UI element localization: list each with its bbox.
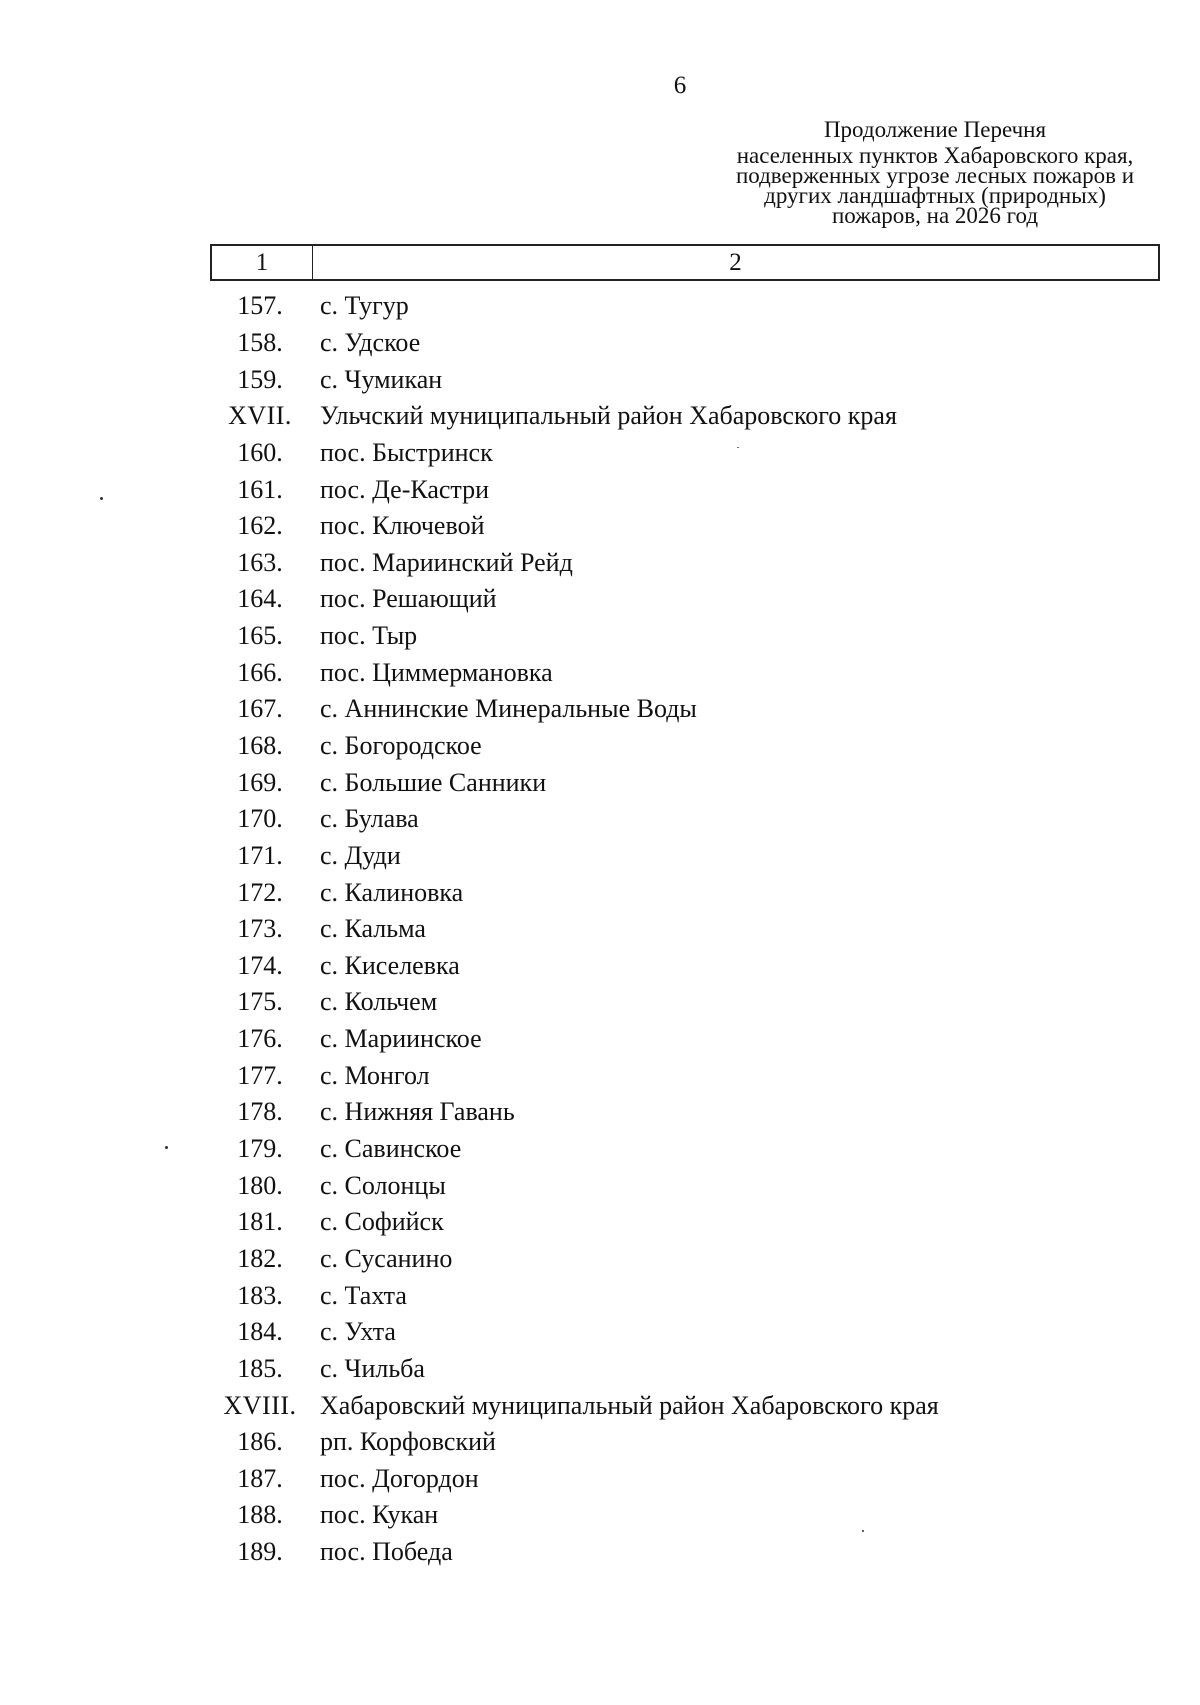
- row-number: 184.: [237, 1317, 283, 1347]
- table-row: [210, 1167, 1160, 1204]
- table-row: [210, 1241, 1160, 1278]
- row-number: 166.: [237, 657, 283, 687]
- scan-speck: [862, 1530, 864, 1532]
- header-title: Продолжение Перечня: [823, 117, 1047, 142]
- settlement-name: с. Удское: [320, 327, 421, 357]
- row-number: 178.: [237, 1097, 283, 1127]
- settlement-name: с. Большие Санники: [320, 767, 547, 797]
- header-line: населенных пунктов Хабаровского края,: [736, 143, 1134, 168]
- district-name: Хабаровский муниципальный район Хабаровского края: [320, 1390, 939, 1420]
- section-row: [210, 1387, 1160, 1424]
- row-number: 173.: [237, 914, 283, 944]
- row-number: 174.: [237, 950, 283, 980]
- table-row: [210, 801, 1160, 838]
- row-number: 165.: [237, 621, 283, 651]
- row-number: 161.: [237, 474, 283, 504]
- table-row: [210, 1497, 1160, 1534]
- settlement-name: пос. Решающий: [320, 584, 497, 614]
- table-row: [210, 1204, 1160, 1241]
- table-row: [210, 691, 1160, 728]
- table-row: [210, 544, 1160, 581]
- table-row: [210, 288, 1160, 325]
- row-number: 168.: [237, 731, 283, 760]
- table-row: [210, 728, 1160, 765]
- settlement-name: с. Кольчем: [320, 987, 438, 1017]
- column-2-header: 2: [729, 249, 742, 276]
- settlement-name: с. Дуди: [320, 840, 401, 870]
- settlement-list: [210, 288, 1160, 1570]
- district-name: Ульчский муниципальный район Хабаровского края: [320, 401, 897, 431]
- row-number: 159.: [237, 364, 283, 394]
- table-row: [210, 984, 1160, 1021]
- row-number: 167.: [237, 694, 283, 724]
- section-number: XVIII.: [223, 1390, 297, 1420]
- settlement-name: с. Богородское: [320, 731, 482, 760]
- row-number: 186.: [237, 1427, 283, 1457]
- settlement-name: с. Савинское: [320, 1134, 462, 1164]
- row-number: 181.: [237, 1207, 283, 1237]
- section-row: [210, 398, 1160, 435]
- settlement-name: рп. Корфовский: [320, 1427, 496, 1457]
- table-row: [210, 1277, 1160, 1314]
- table-row: [210, 1351, 1160, 1388]
- row-number: 188.: [237, 1500, 283, 1530]
- settlement-name: с. Чильба: [320, 1353, 425, 1383]
- header-line: других ландшафтных (природных): [764, 183, 1106, 208]
- table-row: [210, 435, 1160, 472]
- row-number: 172.: [237, 877, 283, 907]
- section-number: XVII.: [228, 401, 292, 431]
- settlement-name: с. Софийск: [320, 1207, 444, 1237]
- settlement-name: с. Монгол: [320, 1060, 430, 1090]
- row-number: 180.: [237, 1170, 283, 1200]
- settlement-name: с. Тахта: [320, 1280, 407, 1310]
- settlement-name: пос. Догордон: [320, 1463, 479, 1493]
- settlement-name: с. Нижняя Гавань: [320, 1097, 515, 1127]
- settlement-name: пос. Мариинский Рейд: [320, 547, 573, 577]
- settlement-name: пос. Победа: [320, 1537, 453, 1567]
- row-number: 170.: [237, 804, 283, 834]
- table-row: [210, 325, 1160, 362]
- row-number: 183.: [237, 1280, 283, 1310]
- settlement-name: с. Тугур: [320, 291, 409, 321]
- row-number: 169.: [237, 767, 283, 797]
- row-number: 163.: [237, 547, 283, 577]
- table-row: [210, 471, 1160, 508]
- row-number: 177.: [237, 1060, 283, 1090]
- row-number: 157.: [237, 291, 283, 321]
- row-number: 171.: [237, 840, 283, 870]
- settlement-name: с. Солонцы: [320, 1170, 446, 1200]
- settlement-name: пос. Циммермановка: [320, 657, 553, 687]
- settlement-name: с. Чумикан: [320, 364, 443, 394]
- table-row: [210, 1424, 1160, 1461]
- row-number: 160.: [237, 437, 283, 467]
- table-row: [210, 948, 1160, 985]
- row-number: 158.: [237, 327, 283, 357]
- settlement-name: с. Аннинские Минеральные Воды: [320, 694, 697, 724]
- table-row: [210, 911, 1160, 948]
- table-row: [210, 1057, 1160, 1094]
- settlement-name: с. Кальма: [320, 914, 426, 944]
- row-number: 187.: [237, 1463, 283, 1493]
- scan-speck: [165, 1146, 168, 1149]
- header-line: подверженных угрозе лесных пожаров и: [735, 163, 1135, 188]
- table-row: [210, 1021, 1160, 1058]
- table-row: [210, 1534, 1160, 1571]
- header-line: пожаров, на 2026 год: [831, 203, 1039, 228]
- settlement-name: пос. Ключевой: [320, 511, 485, 541]
- table-row: [210, 361, 1160, 398]
- row-number: 182.: [237, 1243, 283, 1273]
- table-row: [210, 508, 1160, 545]
- settlement-name: с. Сусанино: [320, 1243, 453, 1273]
- settlement-name: пос. Кукан: [320, 1500, 439, 1530]
- row-number: 185.: [237, 1353, 283, 1383]
- table-row: [210, 618, 1160, 655]
- row-number: 179.: [237, 1134, 283, 1164]
- table-column-header: [210, 244, 1160, 281]
- row-number: 176.: [237, 1024, 283, 1054]
- page-number: 6: [673, 72, 687, 99]
- settlement-name: пос. Быстринск: [320, 437, 493, 467]
- row-number: 164.: [237, 584, 283, 614]
- table-row: [210, 1094, 1160, 1131]
- table-row: [210, 1461, 1160, 1498]
- row-number: 162.: [237, 511, 283, 541]
- scan-speck: [737, 447, 739, 448]
- table-row: [210, 1314, 1160, 1351]
- table-row: [210, 654, 1160, 691]
- table-row: [210, 764, 1160, 801]
- table-row: [210, 874, 1160, 911]
- settlement-name: пос. Тыр: [320, 621, 418, 651]
- table-row: [210, 581, 1160, 618]
- settlement-name: с. Калиновка: [320, 877, 464, 907]
- settlement-name: с. Булава: [320, 804, 419, 834]
- settlement-name: пос. Де-Кастри: [320, 474, 490, 504]
- column-1-header: 1: [212, 246, 313, 279]
- settlement-name: с. Мариинское: [320, 1024, 482, 1054]
- row-number: 189.: [237, 1537, 283, 1567]
- settlement-name: с. Ухта: [320, 1317, 396, 1347]
- scan-speck: [100, 497, 103, 500]
- row-number: 175.: [237, 987, 283, 1017]
- settlement-name: с. Киселевка: [320, 950, 460, 980]
- table-row: [210, 838, 1160, 875]
- table-row: [210, 1131, 1160, 1168]
- document-header: [700, 117, 1170, 228]
